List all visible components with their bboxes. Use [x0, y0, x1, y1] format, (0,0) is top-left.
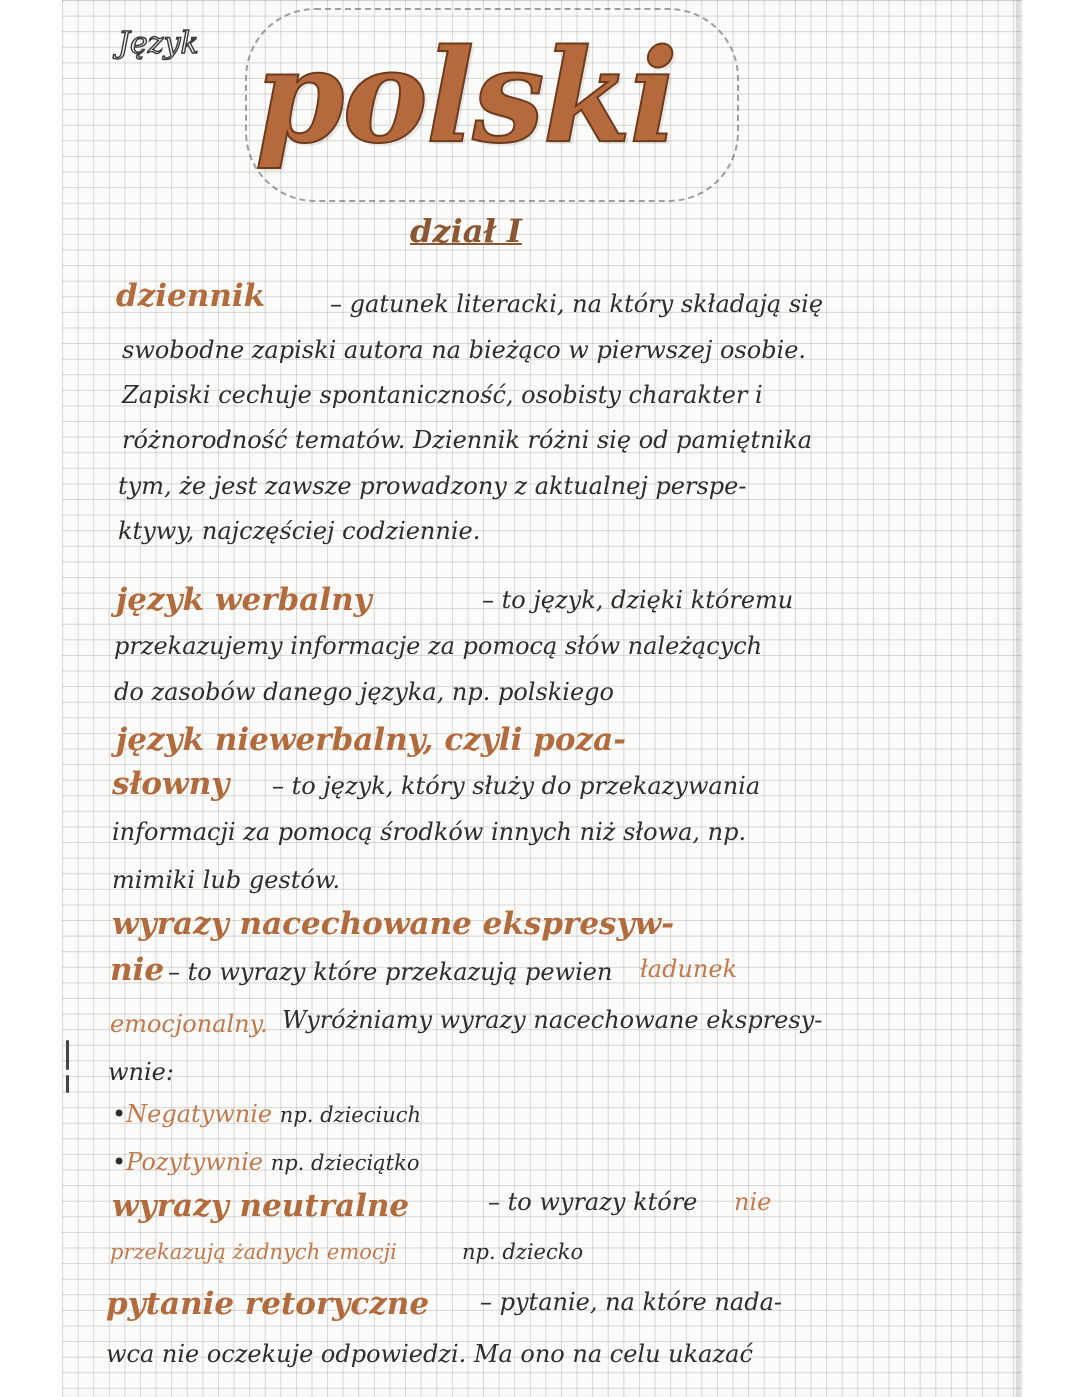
definition-line: przekazują żadnych emocji [110, 1240, 397, 1264]
definition-line: różnorodność tematów. Dziennik różni się od pamiętnika [122, 426, 813, 454]
term-jezyk-werbalny: język werbalny [116, 582, 372, 618]
definition-line: tym, że jest zawsze prowadzony z aktualnej perspe- [118, 472, 747, 500]
definition-line: np. dziecko [462, 1240, 584, 1264]
definition-line: – gatunek literacki, na który składają się [330, 290, 824, 318]
binding-mark [66, 1040, 69, 1070]
bullet-dot: • [112, 1148, 127, 1176]
accent-word: ładunek [640, 955, 738, 983]
definition-line: – pytanie, na które nada- [480, 1288, 782, 1316]
definition-line: ktywy, najczęściej codziennie. [118, 517, 481, 545]
bullet-text: np. dzieciątko [270, 1151, 420, 1175]
bullet-dot: • [112, 1100, 127, 1128]
term-jezyk-niewerbalny-cont: słowny [112, 766, 230, 802]
definition-line: do zasobów danego języka, np. polskiego [114, 678, 614, 706]
bullet-label: Negatywnie [126, 1100, 273, 1128]
definition-line: swobodne zapiski autora na bieżąco w pierwszej osobie. [122, 336, 807, 364]
page-edge-shadow [1016, 0, 1024, 1397]
definition-line: wca nie oczekuje odpowiedzi. Ma ono na celu ukazać [106, 1340, 753, 1368]
bullet-item [112, 1100, 421, 1128]
term-dziennik: dziennik [116, 278, 266, 314]
definition-line: Zapiski cechuje spontaniczność, osobisty charakter i [122, 381, 763, 409]
definition-line: – to język, który służy do przekazywania [272, 772, 761, 800]
title-small-word: Język [118, 26, 199, 61]
definition-line: emocjonalny. [110, 1010, 268, 1038]
definition-line: informacji za pomocą środków innych niż słowa, np. [112, 818, 747, 846]
definition-line: – to wyrazy które [488, 1188, 698, 1216]
term-wyrazy-nacechowane-cont: nie [110, 952, 165, 988]
title-big-word: polski [255, 22, 676, 172]
term-wyrazy-neutralne: wyrazy neutralne [112, 1188, 410, 1224]
definition-line: mimiki lub gestów. [112, 866, 341, 894]
definition-line: wnie: [108, 1058, 174, 1086]
accent-word: nie [734, 1188, 772, 1216]
section-heading: dział I [410, 212, 522, 250]
term-jezyk-niewerbalny: język niewerbalny, czyli poza- [116, 722, 627, 758]
definition-line: – to język, dzięki któremu [482, 586, 794, 614]
definition-line: – to wyrazy które przekazują pewien [168, 958, 613, 986]
definition-line: przekazujemy informacje za pomocą słów należących [114, 632, 763, 660]
definition-line: Wyróżniamy wyrazy nacechowane ekspresy- [282, 1006, 823, 1034]
binding-mark [66, 1075, 69, 1093]
bullet-text: np. dzieciuch [279, 1103, 422, 1127]
term-pytanie-retoryczne: pytanie retoryczne [106, 1286, 430, 1322]
term-wyrazy-nacechowane: wyrazy nacechowane ekspresyw- [112, 906, 675, 942]
bullet-item [112, 1148, 420, 1176]
bullet-label: Pozytywnie [126, 1148, 264, 1176]
